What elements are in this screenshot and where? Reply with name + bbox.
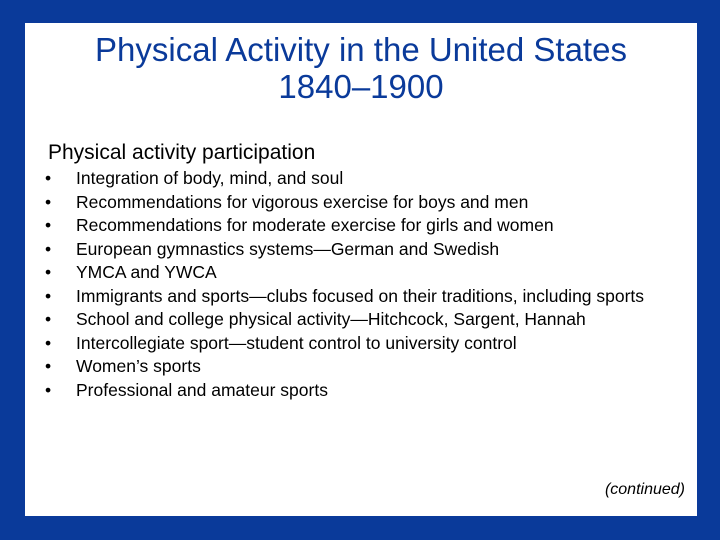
bullet-item (45, 169, 690, 188)
bullet-dot: • (45, 332, 52, 353)
bullet-dot: • (45, 262, 52, 282)
bullet-item (45, 216, 690, 235)
bullet-text: School and college physical activity—Hitchcock, Sargent, Hannah (76, 309, 586, 329)
bullet-item (45, 287, 690, 306)
bullet-dot: • (45, 379, 52, 400)
bullet-item (45, 240, 690, 259)
bullet-text: Intercollegiate sport—student control to university control (76, 332, 517, 353)
bullet-text: Recommendations for vigorous exercise for boys and men (76, 191, 529, 212)
bullet-item (45, 310, 690, 329)
bullet-text: Integration of body, mind, and soul (76, 168, 344, 188)
bullet-list (45, 169, 690, 404)
continued-note: (continued) (604, 481, 685, 498)
title-line-1: Physical Activity in the United States (95, 31, 627, 68)
section-heading: Physical activity participation (48, 141, 316, 164)
bullet-text: Professional and amateur sports (76, 379, 328, 400)
bullet-item (45, 334, 690, 353)
bullet-text: European gymnastics systems—German and Swedish (76, 238, 500, 259)
bullet-text: YMCA and YWCA (76, 262, 217, 282)
bullet-dot: • (45, 356, 52, 376)
bullet-text: Immigrants and sports—clubs focused on their traditions, including sports (76, 285, 645, 306)
bullet-text: Women’s sports (76, 356, 201, 376)
bullet-text: Recommendations for moderate exercise for girls and women (76, 215, 554, 235)
bullet-item (45, 357, 690, 376)
bullet-item (45, 193, 690, 212)
bullet-dot: • (45, 285, 52, 306)
bullet-dot: • (45, 191, 52, 212)
bullet-dot: • (45, 215, 52, 235)
bullet-dot: • (45, 309, 52, 329)
bullet-dot: • (45, 168, 52, 188)
title-line-2: 1840–1900 (278, 68, 444, 105)
slide-panel (25, 23, 697, 516)
bullet-item (45, 381, 690, 400)
slide-title (25, 31, 697, 105)
bullet-item (45, 263, 690, 282)
bullet-dot: • (45, 238, 52, 259)
